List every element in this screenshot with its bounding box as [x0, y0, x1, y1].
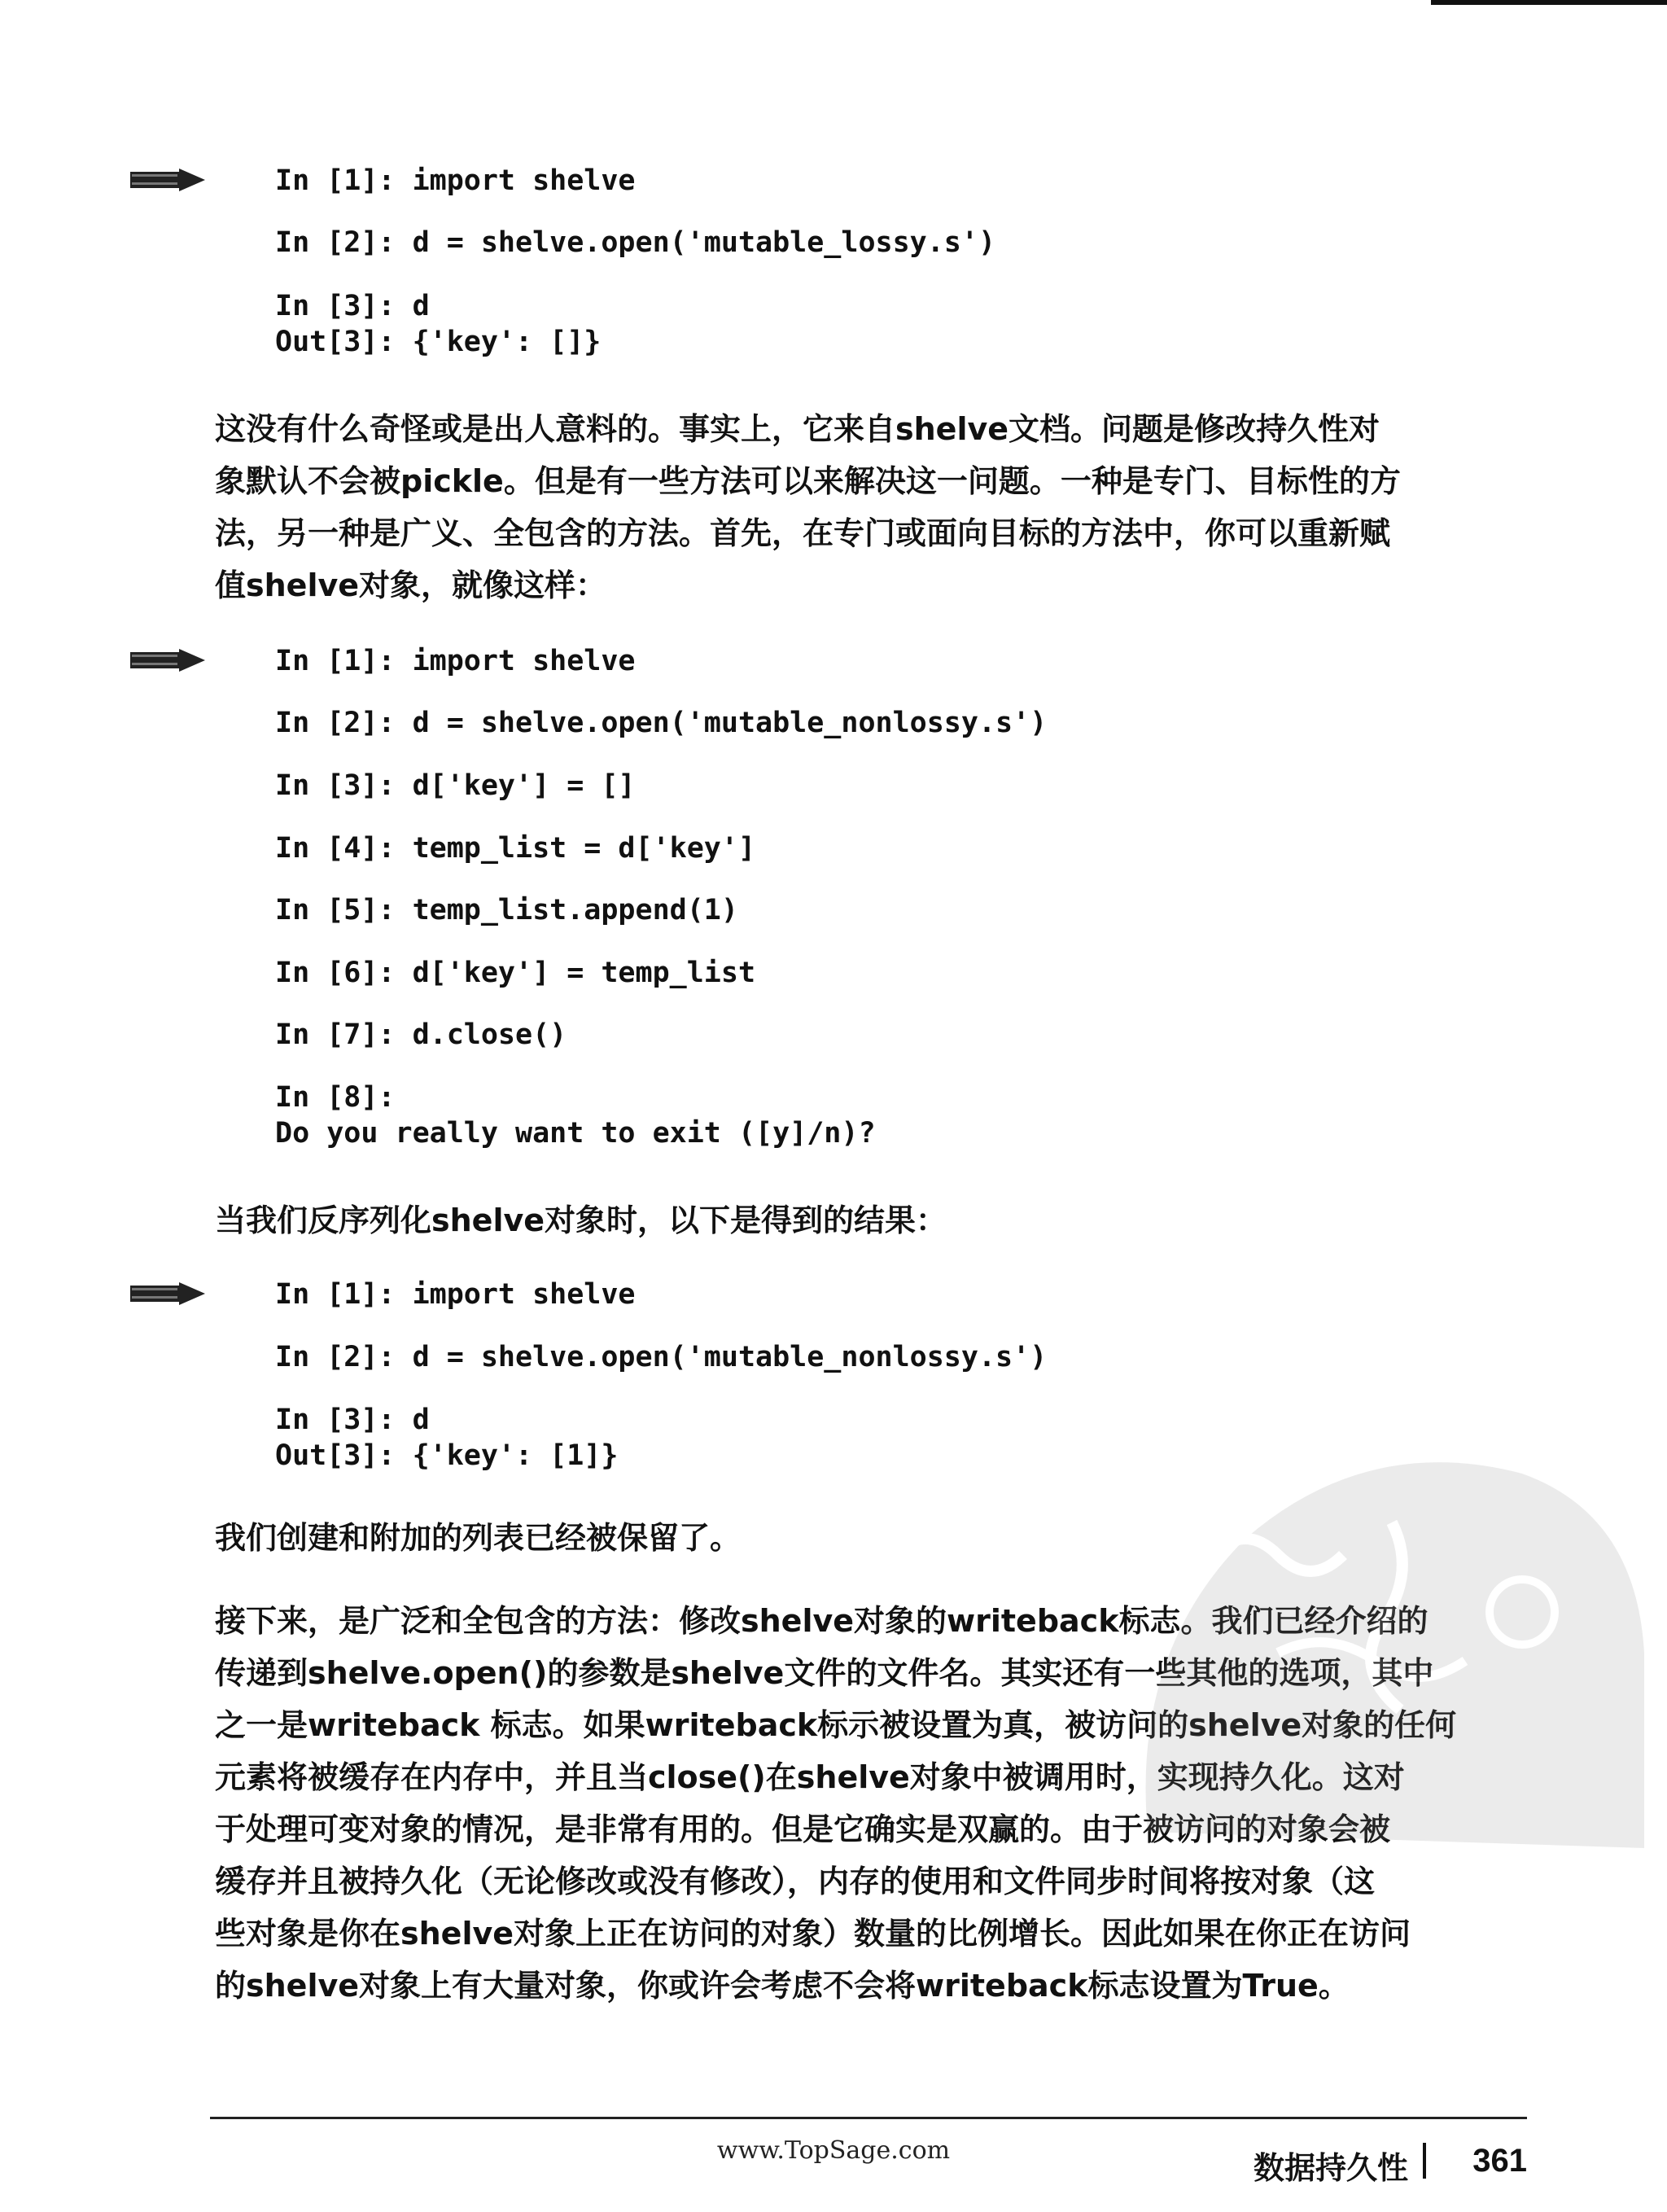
text-line: 于处理可变对象的情况，是非常有用的。但是它确实是双赢的。由于被访问的对象会被: [215, 1811, 1391, 1847]
code-line: In [3]: d: [275, 290, 430, 322]
code-line: In [2]: d = shelve.open('mutable_nonlossy.s'): [275, 707, 1048, 739]
code-line: In [8]:: [275, 1081, 396, 1114]
code-line: Out[3]: {'key': []}: [275, 326, 602, 358]
footer-url: www.TopSage.com: [716, 2136, 951, 2165]
code-arrow-icon: [130, 1282, 205, 1305]
text-line: 传递到shelve.open()的参数是shelve文件的文件名。其实还有一些其他的选项，其中: [215, 1655, 1434, 1691]
code-line: Do you really want to exit ([y]/n)?: [275, 1117, 876, 1150]
text-line: 元素将被缓存在内存中，并且当close()在shelve对象中被调用时，实现持久化。这对: [215, 1759, 1405, 1795]
text-line: 法，另一种是广义、全包含的方法。首先，在专门或面向目标的方法中，你可以重新赋: [215, 515, 1391, 551]
code-line: In [3]: d: [275, 1404, 430, 1436]
code-line: In [1]: import shelve: [275, 645, 636, 677]
seal-watermark: [1099, 1408, 1652, 1848]
text-line: 这没有什么奇怪或是出人意料的。事实上，它来自shelve文档。问题是修改持久性对: [215, 411, 1380, 447]
code-line: In [7]: d.close(): [275, 1018, 567, 1051]
code-line: In [4]: temp_list = d['key']: [275, 832, 756, 865]
code-arrow-icon: [130, 169, 205, 191]
text-line: 之一是writeback 标志。如果writeback标示被设置为真，被访问的shelve对象的任何: [215, 1707, 1457, 1743]
code-line: In [1]: import shelve: [275, 1278, 636, 1311]
text-line: 接下来，是广泛和全包含的方法：修改shelve对象的writeback标志。我们已经介绍的: [215, 1603, 1429, 1639]
text-line: 些对象是你在shelve对象上正在访问的对象）数量的比例增长。因此如果在你正在访问: [215, 1916, 1411, 1951]
text-line: 我们创建和附加的列表已经被保留了。: [215, 1520, 742, 1556]
text-line: 象默认不会被pickle。但是有一些方法可以来解决这一问题。一种是专门、目标性的方: [215, 463, 1401, 499]
code-line: Out[3]: {'key': [1]}: [275, 1439, 619, 1472]
code-line: In [6]: d['key'] = temp_list: [275, 957, 756, 989]
page-number: 361: [1472, 2143, 1527, 2179]
footer-section-title: 数据持久性: [1253, 2150, 1408, 2186]
footer-separator: [1423, 2143, 1426, 2179]
code-line: In [1]: import shelve: [275, 164, 636, 197]
text-line: 的shelve对象上有大量对象，你或许会考虑不会将writeback标志设置为True。: [215, 1968, 1350, 2004]
header-rule: [1431, 0, 1667, 5]
text-line: 当我们反序列化shelve对象时，以下是得到的结果：: [215, 1202, 947, 1238]
code-line: In [3]: d['key'] = []: [275, 769, 636, 802]
code-line: In [5]: temp_list.append(1): [275, 894, 738, 926]
code-line: In [2]: d = shelve.open('mutable_lossy.s'): [275, 226, 996, 259]
text-line: 缓存并且被持久化（无论修改或没有修改），内存的使用和文件同步时间将按对象（这: [215, 1864, 1376, 1899]
footer-rule: [210, 2117, 1527, 2119]
code-line: In [2]: d = shelve.open('mutable_nonlossy.s'): [275, 1341, 1048, 1373]
text-line: 值shelve对象，就像这样：: [215, 567, 607, 603]
code-arrow-icon: [130, 649, 205, 672]
